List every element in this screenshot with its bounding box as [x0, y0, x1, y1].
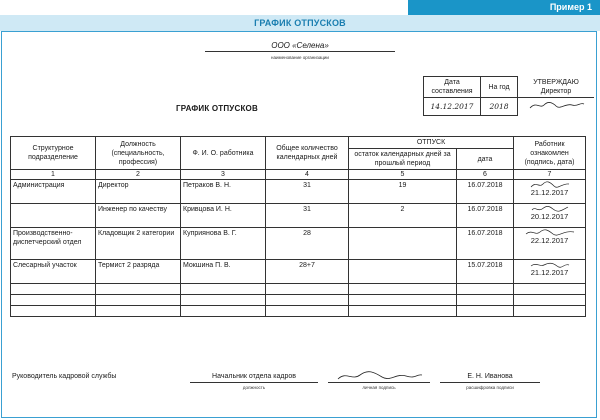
header-vacation: ОТПУСК	[349, 137, 514, 149]
col-number: 7	[514, 170, 586, 180]
row-name: Куприянова В. Г.	[181, 228, 266, 260]
approval-block	[423, 76, 594, 116]
row-name: Кривцова И. Н.	[181, 204, 266, 228]
row-date: 16.07.2018	[457, 228, 514, 260]
year-label: На год	[481, 77, 518, 98]
table-row	[11, 180, 586, 204]
footer-name-caption: расшифровка подписи	[466, 385, 514, 390]
row-dept	[11, 204, 96, 228]
row-ack	[514, 260, 586, 284]
footer-position: Начальник отдела кадров	[190, 372, 318, 383]
director-signature	[518, 98, 595, 116]
vacation-table	[10, 136, 586, 317]
row-remainder: 2	[349, 204, 457, 228]
table-row	[11, 228, 586, 260]
table-row	[11, 204, 586, 228]
ack-date: 22.12.2017	[530, 236, 569, 245]
row-position: Директор	[96, 180, 181, 204]
date-value: 14.12.2017	[424, 98, 481, 116]
col-number: 4	[266, 170, 349, 180]
row-days: 31	[266, 180, 349, 204]
header-name: Ф. И. О. работника	[181, 137, 266, 170]
row-remainder: 19	[349, 180, 457, 204]
header-remainder: остаток календарных дней за прошлый период	[349, 149, 457, 170]
table-row	[11, 260, 586, 284]
row-ack	[514, 228, 586, 260]
row-date: 15.07.2018	[457, 260, 514, 284]
row-dept: Слесарный участок	[11, 260, 96, 284]
hr-signature-icon	[334, 370, 424, 382]
empty-row	[11, 306, 586, 317]
banner-title: ГРАФИК ОТПУСКОВ	[0, 15, 600, 31]
date-label: Дата составления	[424, 77, 481, 98]
row-days: 31	[266, 204, 349, 228]
director-signature-icon	[526, 99, 586, 111]
header-position: Должность (специальность, профессия)	[96, 137, 181, 170]
row-days: 28	[266, 228, 349, 260]
col-number: 6	[457, 170, 514, 180]
row-date: 16.07.2018	[457, 204, 514, 228]
header-total-days: Общее количество календарных дней	[266, 137, 349, 170]
empty-row	[11, 284, 586, 295]
row-ack	[514, 204, 586, 228]
ack-date: 20.12.2017	[530, 212, 569, 221]
col-number: 1	[11, 170, 96, 180]
row-dept: Администрация	[11, 180, 96, 204]
col-number: 2	[96, 170, 181, 180]
document-title: ГРАФИК ОТПУСКОВ	[176, 104, 258, 113]
col-number: 5	[349, 170, 457, 180]
row-name: Мокшина П. В.	[181, 260, 266, 284]
ack-date: 21.12.2017	[530, 268, 569, 277]
header-date: дата	[457, 149, 514, 170]
example-tag: Пример 1	[408, 0, 600, 15]
empty-row	[11, 295, 586, 306]
footer-name: Е. Н. Иванова	[440, 372, 540, 383]
row-date: 16.07.2018	[457, 180, 514, 204]
row-remainder	[349, 228, 457, 260]
approve-line2: Директор	[540, 87, 572, 95]
organization-caption: наименование организации	[271, 55, 329, 60]
approve-line1: УТВЕРЖДАЮ	[533, 78, 579, 86]
row-position: Инженер по качеству	[96, 204, 181, 228]
ack-date: 21.12.2017	[530, 188, 569, 197]
row-days: 28+7	[266, 260, 349, 284]
header-worker-ack: Работник ознакомлен (подпись, дата)	[514, 137, 586, 170]
row-position: Кладовщик 2 категории	[96, 228, 181, 260]
col-number: 3	[181, 170, 266, 180]
footer-label: Руководитель кадровой службы	[12, 373, 117, 380]
header-dept: Структурное подразделение	[11, 137, 96, 170]
row-remainder	[349, 260, 457, 284]
footer-position-caption: должность	[242, 385, 266, 390]
approve-label	[518, 77, 595, 98]
footer-signature-caption: личная подпись	[362, 385, 396, 390]
row-position: Термист 2 разряда	[96, 260, 181, 284]
row-name: Петраков В. Н.	[181, 180, 266, 204]
organization-name: ООО «Селена»	[205, 41, 395, 52]
year-value: 2018	[481, 98, 518, 116]
row-ack	[514, 180, 586, 204]
row-dept: Производственно-диспетчерский отдел	[11, 228, 96, 260]
